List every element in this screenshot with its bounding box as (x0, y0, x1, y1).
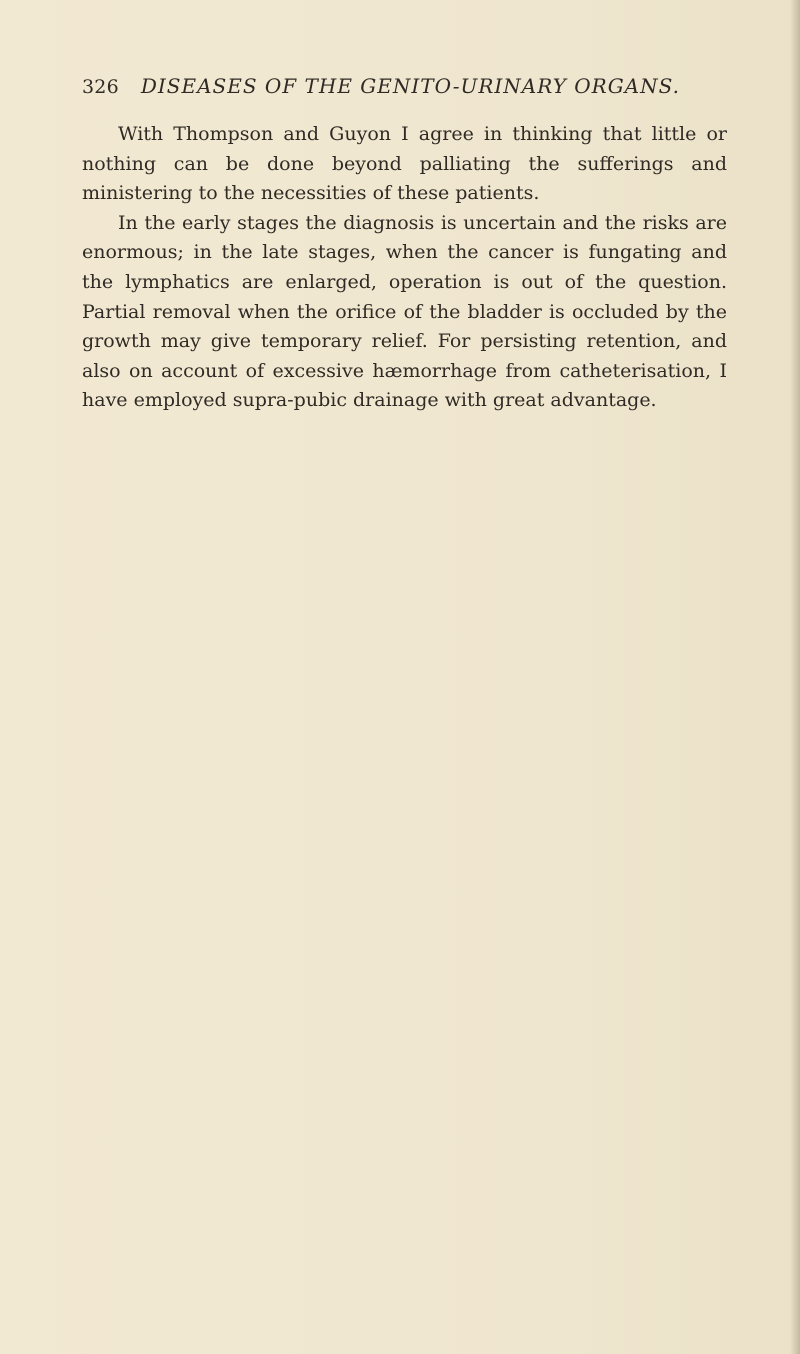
running-title: DISEASES OF THE GENITO-URINARY ORGANS. (140, 74, 680, 98)
paragraph: With Thompson and Guyon I agree in thinking that little or nothing can be done beyond palliating the sufferings and ministering to the necessities of these patients. (82, 123, 727, 205)
body-text (82, 120, 727, 416)
page-edge-shadow (790, 0, 800, 1354)
page-number: 326 (82, 76, 119, 98)
paragraph: In the early stages the diagnosis is uncertain and the risks are enormous; in the late stages, when the cancer is fungating and the lymphatics are enlarged, operation is out of the question. Partial removal when the orifice of the bladder is occluded by the growth may give temporary relief. For persisting retention, and also on account of excessive hæmorrhage from catheterisation, I have employed supra-pubic drainage with great advantage. (82, 211, 727, 412)
page-header (82, 74, 702, 98)
